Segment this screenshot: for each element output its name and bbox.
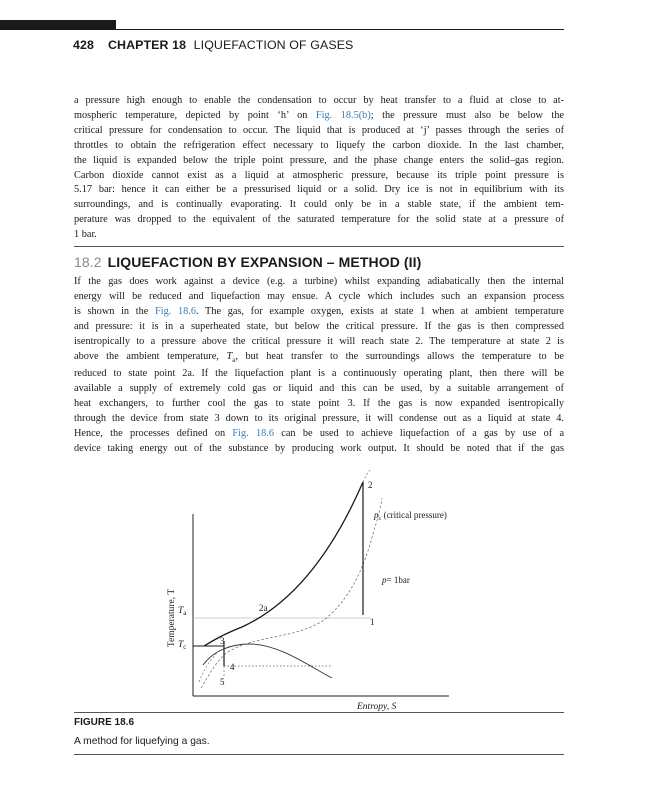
section-title: LIQUEFACTION BY EXPANSION – METHOD (II) <box>107 254 422 270</box>
text-line: energy will be reduced and liquefaction may ensue. A cycle which includes such an expansion process <box>74 290 564 302</box>
page-number: 428 <box>73 38 94 52</box>
state-label-3: 3 <box>220 636 225 646</box>
p-label: p= 1bar <box>382 575 410 585</box>
section-rule <box>74 246 564 247</box>
ta-label: $T_a$ <box>178 606 187 617</box>
chapter-label: CHAPTER 18 <box>107 38 187 52</box>
text-line: available a supply of extremely cold gas or liquid and this can be used, by a suitable arrangement of <box>74 383 564 395</box>
figure-link[interactable]: Fig. 18.6 <box>154 305 196 317</box>
state-label-2a: 2a <box>259 603 268 613</box>
text-line: device taking energy out of the substance by producing work output. It should be noted that if the gas <box>74 443 564 455</box>
text-line: mospheric temperature, depicted by point ‘h’ on Fig. 18.5(b); the pressure must also be below the <box>74 109 564 121</box>
text-line: Hence, the processes defined on Fig. 18.6 can be used to achieve liquefaction of a gas by use of a <box>74 428 565 440</box>
figure-rule <box>74 712 564 713</box>
section-number: 18.2 <box>74 254 102 270</box>
text-line: through the device from state 3 down to its original pressure, it will condense out as a liquid at state 4. <box>74 413 564 425</box>
text-line: above the ambient temperature, $T_a$, but heat transfer to the surroundings allows the temperature to be <box>74 350 564 364</box>
text-line: a pressure high enough to enable the condensation to occur by heat transfer to a fluid at close to at- <box>74 95 564 106</box>
paragraph-method <box>74 275 564 457</box>
chapter-title: LIQUEFACTION OF GASES <box>193 38 354 52</box>
text-line: heat exchangers, to further cool the gas to state point 3. If the gas is now expanded isentropically <box>74 398 564 410</box>
pc-label: $p_c$ (critical pressure) <box>374 510 447 522</box>
text-line: the liquid is expanded below the triple point pressure, and the phase change enters the solid–gas region. <box>74 154 564 166</box>
text-line: throttles to obtain the refrigeration effect necessary to liquefy the carbon dioxide. In the last chamber, <box>74 139 564 151</box>
text-line: is shown in the Fig. 18.6. The gas, for example oxygen, exists at state 1 when at ambient temperature <box>74 305 564 317</box>
state-label-5: 5 <box>220 677 225 687</box>
section-heading <box>74 254 421 270</box>
text-line: reduced to state point 2a. If the liquefaction plant is a continuously operating plant, then there will be <box>74 368 564 380</box>
figure-caption: A method for liquefying a gas. <box>74 736 210 747</box>
state-label-4: 4 <box>230 662 235 672</box>
y-axis-label: Temperature, T <box>167 588 177 648</box>
state-label-2: 2 <box>368 480 373 490</box>
state-label-1: 1 <box>370 617 375 627</box>
text-line: isentropically to a pressure above the critical pressure it will reach state 2. The temperature at state 2 is <box>74 335 564 347</box>
critical-isobar <box>204 482 363 646</box>
figure-link[interactable]: Fig. 18.5(b) <box>315 109 371 121</box>
header-bar <box>0 20 116 30</box>
text-line: perature was dropped to the equivalent of the saturated temperature for the solid state at a pressure of <box>74 214 564 226</box>
saturation-dome-left-dashed <box>199 652 218 682</box>
figure-link[interactable]: Fig. 18.6 <box>232 428 275 440</box>
text-line: 1 bar. <box>74 229 97 241</box>
figure-label: FIGURE 18.6 <box>74 717 135 728</box>
text-line: Carbon dioxide cannot exist as a liquid at atmospheric pressure, because its triple point pressure is <box>74 169 564 181</box>
text-line: critical pressure for condensation to occur. The liquid that is produced at ‘j’ passes through the series of <box>74 124 564 136</box>
caption-rule <box>74 754 564 755</box>
text-line: 5.17 bar: hence it can either be a pressurised liquid or a solid. Dry ice is not in equilibrium with its <box>74 184 564 196</box>
running-head <box>73 38 353 52</box>
ts-diagram <box>74 470 564 720</box>
saturation-dome <box>203 644 332 678</box>
tc-label: $T_c$ <box>178 640 187 651</box>
x-axis-label: Entropy, S <box>357 702 397 712</box>
text-line: and pressure: it is in a superheated state, but below the critical pressure. If the gas is then compressed <box>74 320 564 332</box>
header-rule <box>116 29 564 30</box>
paragraph-intro <box>74 94 564 243</box>
text-line: surroundings, and is continually evaporating. It could only be in a stable state, if the ambient tem- <box>74 199 564 211</box>
text-line: If the gas does work against a device (e.g. a turbine) whilst expanding adiabatically then the internal <box>74 276 564 287</box>
